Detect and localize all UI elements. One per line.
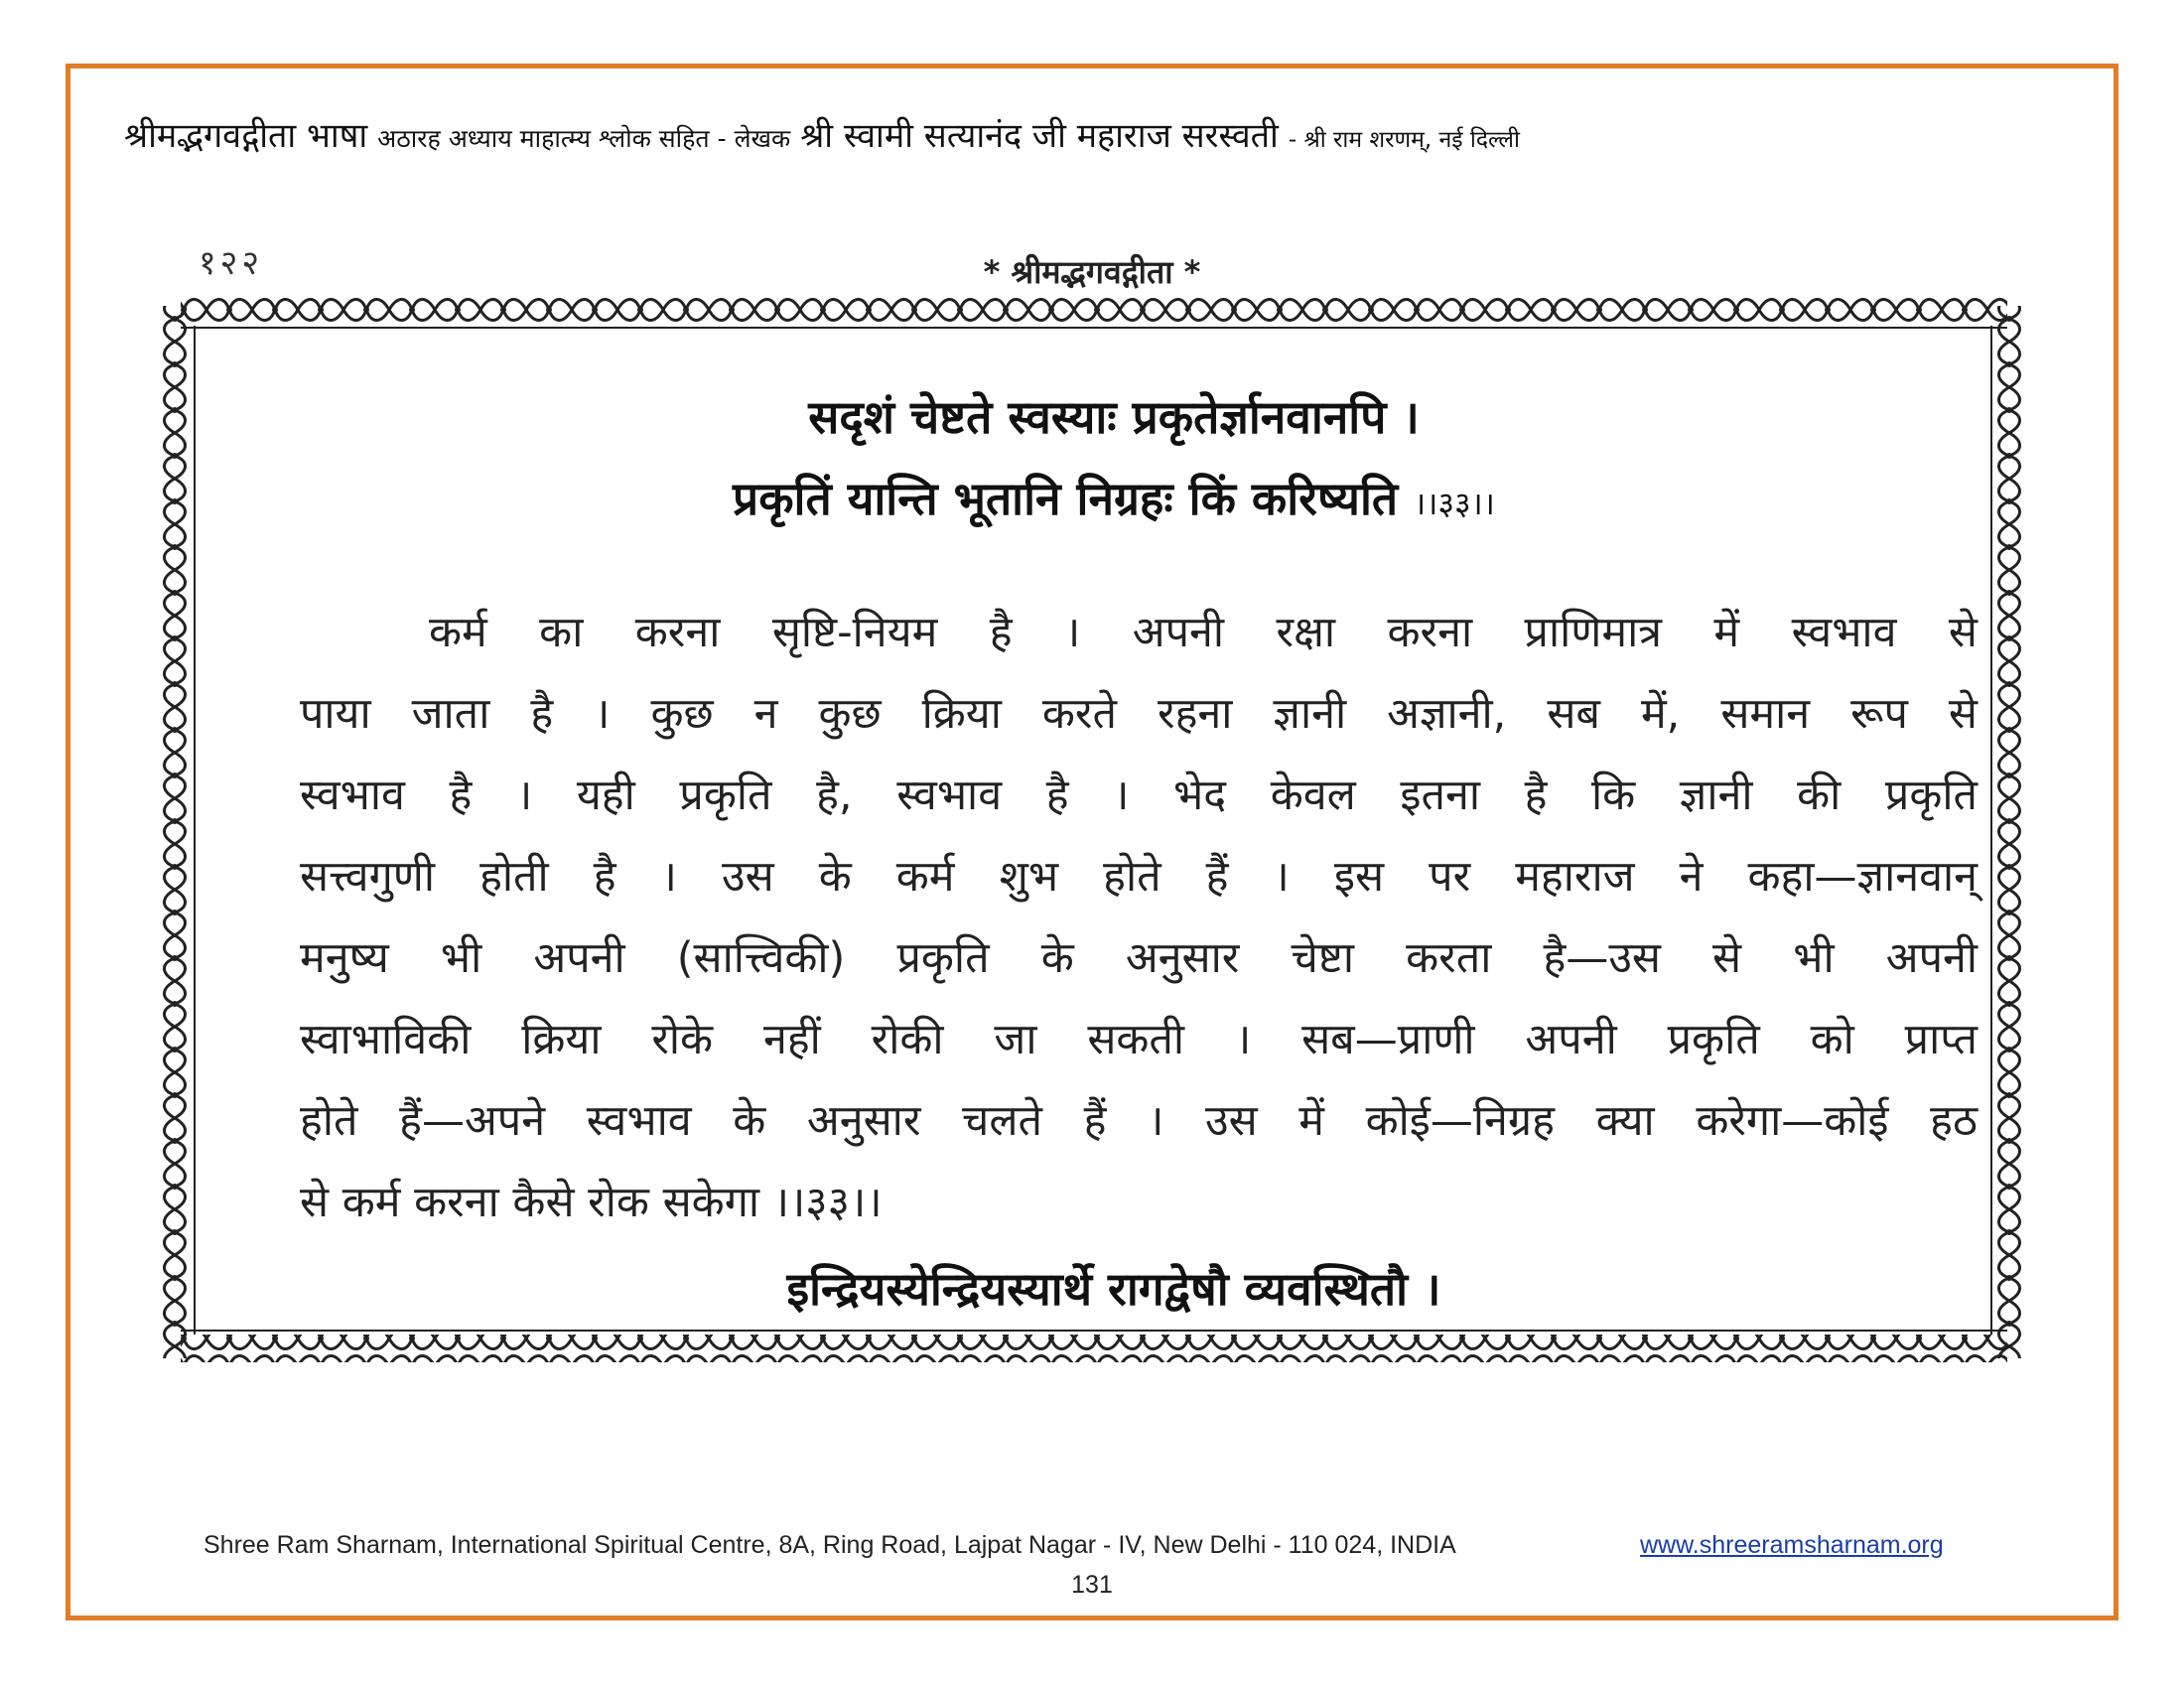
header-title-book: श्रीमद्भगवद्गीता भाषा [124, 116, 368, 156]
paragraph-line: स्वाभाविकी क्रिया रोके नहीं रोकी जा सकती । सब—प्राणी अपनी प्रकृति को प्राप्त [300, 1015, 1978, 1064]
paragraph-line: से कर्म करना कैसे रोक सकेगा ।।३३।। [300, 1178, 883, 1227]
verse-number: ।।३३।। [1414, 485, 1495, 522]
verse-line-2-text: प्रकृतिं यान्ति भूतानि निग्रहः किं करिष्यति [733, 472, 1399, 525]
commentary-paragraph [300, 592, 1978, 1243]
ornamental-border [161, 296, 2027, 1368]
document-header [124, 111, 2060, 157]
verse-line-1: सदृशं चेष्टते स्वस्याः प्रकृतेर्ज्ञानवानपि । [808, 390, 1420, 444]
verse-line-2 [270, 467, 1958, 528]
paragraph-line: स्वभाव है । यही प्रकृति है, स्वभाव है । भेद केवल इतना है कि ज्ञानी की प्रकृति [300, 771, 1978, 820]
paragraph-line: सत्त्वगुणी होती है । उस के कर्म शुभ होते हैं । इस पर महाराज ने कहा—ज्ञानवान् [300, 852, 1978, 902]
running-head: * श्रीमद्भगवद्गीता * [983, 253, 1201, 291]
page-number: 131 [1071, 1571, 1113, 1599]
paragraph-line: मनुष्य भी अपनी (सात्त्विकी) प्रकृति के अनुसार चेष्टा करता है—उस से भी अपनी [300, 933, 1978, 983]
website-link[interactable]: www.shreeramsharnam.org [1640, 1531, 1944, 1559]
header-publisher: - श्री राम शरणम्, नई दिल्ली [1288, 127, 1520, 153]
paragraph-line: पाया जाता है । कुछ न कुछ क्रिया करते रहना ज्ञानी अज्ञानी, सब में, समान रूप से [300, 689, 1978, 739]
scanned-page [139, 238, 2045, 1390]
scanned-page-number: १२२ [199, 243, 264, 283]
verse-next: इन्द्रियस्येन्द्रियस्यार्थे रागद्वेषौ व्यवस्थितौ । [786, 1262, 1441, 1316]
paragraph-line: होते हैं—अपने स्वभाव के अनुसार चलते हैं । उस में कोई—निग्रह क्या करेगा—कोई हठ [300, 1096, 1978, 1146]
header-author: श्री स्वामी सत्यानंद जी महाराज सरस्वती [800, 116, 1279, 156]
paragraph-line: कर्म का करना सृष्टि-नियम है । अपनी रक्षा करना प्राणिमात्र में स्वभाव से [429, 608, 1978, 657]
footer-address: Shree Ram Sharnam, International Spiritual Centre, 8A, Ring Road, Lajpat Nagar - IV, New Delhi - 110 024, INDIA [204, 1531, 1456, 1559]
header-subtitle: अठारह अध्याय माहात्म्य श्लोक सहित - लेखक [377, 124, 791, 153]
scanned-text-content [270, 375, 1978, 1329]
